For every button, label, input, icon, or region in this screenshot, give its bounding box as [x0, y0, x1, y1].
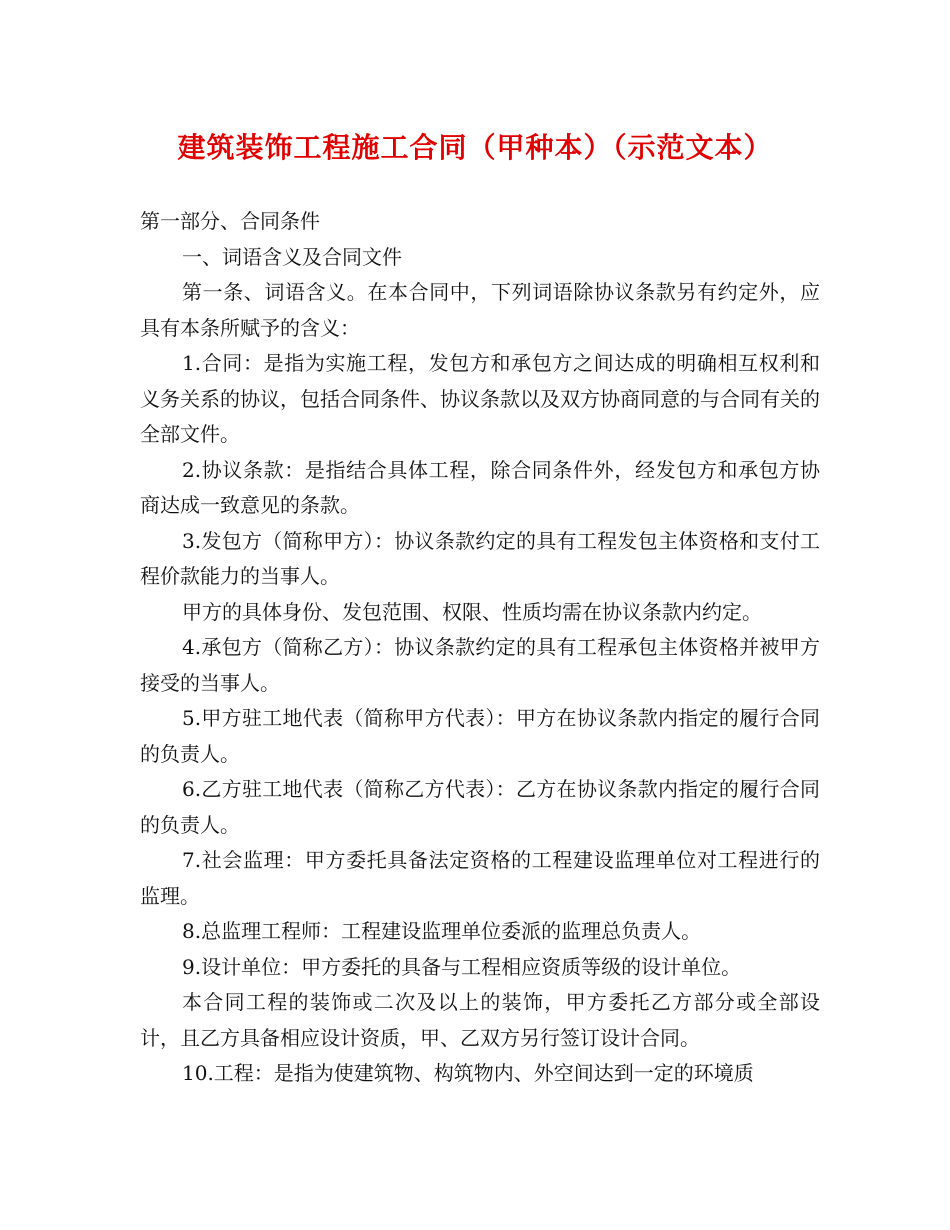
- paragraph-item-4: 4.承包方（简称乙方）：协议条款约定的具有工程承包主体资格并被甲方接受的当事人。: [140, 635, 820, 695]
- paragraph-item-10: 10.工程：是指为使建筑物、构筑物内、外空间达到一定的环境质: [182, 1061, 754, 1085]
- paragraph-item-6: 6.乙方驻工地代表（简称乙方代表）：乙方在协议条款内指定的履行合同的负责人。: [140, 777, 820, 837]
- paragraph-item-9-note: 本合同工程的装饰或二次及以上的装饰，甲方委托乙方部分或全部设计，且乙方具备相应设计资质，甲、乙双方另行签订设计合同。: [140, 990, 820, 1050]
- paragraph-item-3: 3.发包方（简称甲方）：协议条款约定的具有工程发包主体资格和支付工程价款能力的当事人。: [140, 528, 820, 588]
- paragraph-item-9: 9.设计单位：甲方委托的具备与工程相应资质等级的设计单位。: [182, 954, 742, 979]
- document-body: [140, 204, 820, 1092]
- paragraph-item-3-note: 甲方的具体身份、发包范围、权限、性质均需在协议条款内约定。: [182, 599, 762, 624]
- paragraph-item-8: 8.总监理工程师：工程建设监理单位委派的监理总负责人。: [182, 919, 702, 943]
- paragraph-part-heading: 第一部分、合同条件: [140, 209, 320, 233]
- paragraph-item-2: 2.协议条款：是指结合具体工程，除合同条件外，经发包方和承包方协商达成一致意见的条款。: [140, 457, 820, 517]
- paragraph-item-7: 7.社会监理：甲方委托具备法定资格的工程建设监理单位对工程进行的监理。: [140, 848, 820, 908]
- document-title: 建筑装饰工程施工合同（甲种本）（示范文本）: [177, 131, 773, 164]
- paragraph-article-1: 第一条、词语含义。在本合同中，下列词语除协议条款另有约定外，应具有本条所赋予的含义：: [140, 280, 820, 340]
- paragraph-section-heading: 一、词语含义及合同文件: [182, 244, 402, 269]
- paragraph-item-1: 1.合同：是指为实施工程，发包方和承包方之间达成的明确相互权利和义务关系的协议，包括合同条件、协议条款以及双方协商同意的与合同有关的全部文件。: [140, 351, 820, 446]
- paragraph-item-5: 5.甲方驻工地代表（简称甲方代表）：甲方在协议条款内指定的履行合同的负责人。: [140, 706, 820, 766]
